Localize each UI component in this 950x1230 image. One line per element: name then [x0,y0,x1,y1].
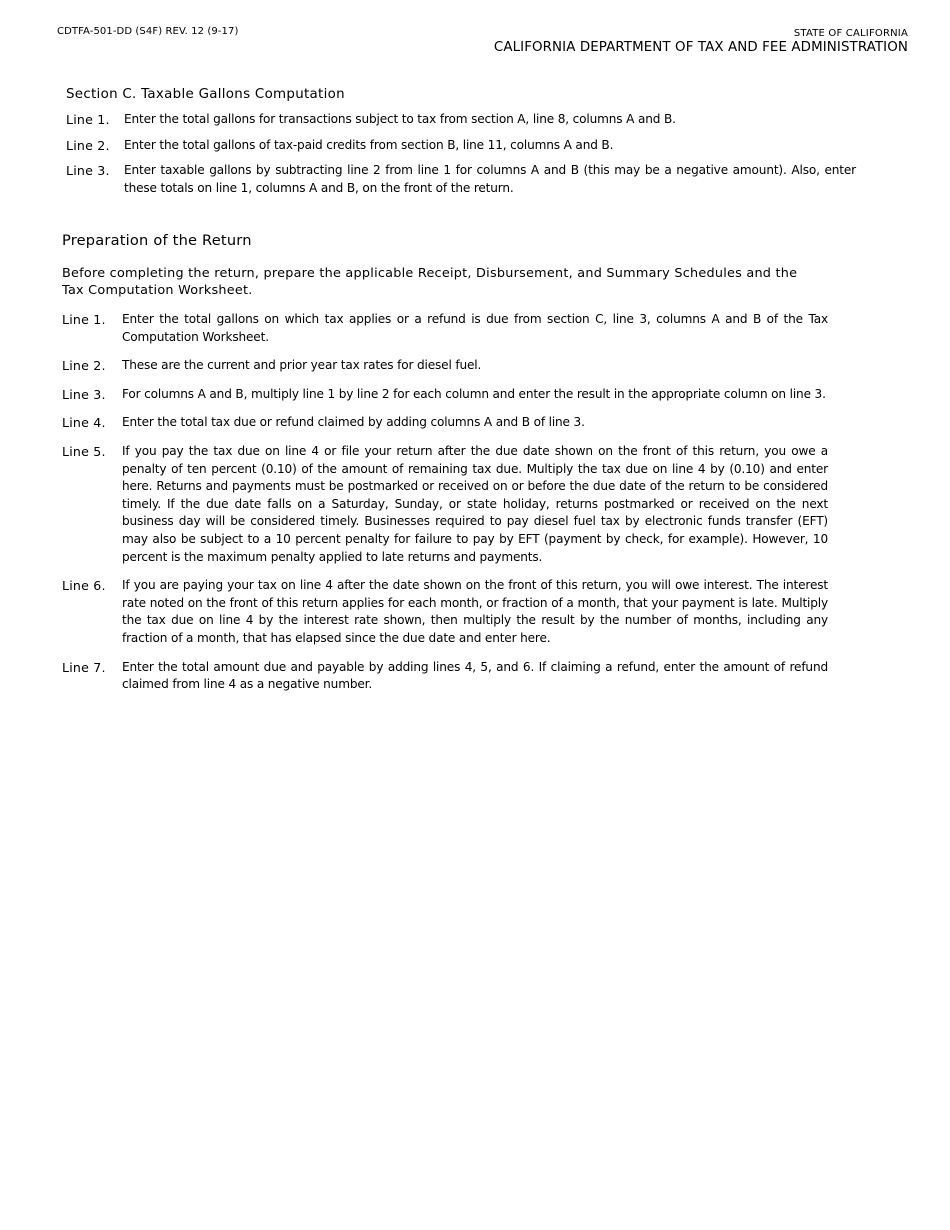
section-c-line-1 [66,111,856,129]
line-text: If you are paying your tax on line 4 after the date shown on the front of this return, you will owe interest. The interest rate noted on the front of this return applies for each month, or fraction of a month, that your payment is late. Multiply the tax due on line 4 by the interest rate shown, then multiply the result by the number of months, including any fraction of a month, that has elapsed since the due date and enter here. [122,578,828,645]
preparation-intro: Before completing the return, prepare the applicable Receipt, Disbursement, and Summary Schedules and the Tax Computation Worksheet. [62,266,798,298]
prep-line-2 [62,357,828,375]
prep-line-4 [62,414,828,432]
line-label: Line 7. [62,659,106,675]
line-text: Enter the total gallons of tax-paid credits from section B, line 11, columns A and B. [124,137,614,152]
prep-line-6 [62,577,828,647]
prep-line-5 [62,443,828,566]
prep-line-3 [62,386,828,404]
line-text: For columns A and B, multiply line 1 by line 2 for each column and enter the result in the appropriate column on line 3. [122,386,826,401]
section-c-line-2 [66,137,856,155]
prep-line-1 [62,311,828,346]
agency-header [494,28,908,56]
line-text: Enter the total amount due and payable by adding lines 4, 5, and 6. If claiming a refund, enter the amount of refund claimed from line 4 as a negative number. [122,659,828,692]
department-name: CALIFORNIA DEPARTMENT OF TAX AND FEE ADMINISTRATION [493,40,908,55]
line-label: Line 5. [62,443,106,459]
form-id: CDTFA-501-DD (S4F) REV. 12 (9-17) [57,26,239,37]
preparation-section [62,232,828,705]
line-text: Enter the total gallons for transactions subject to tax from section A, line 8, columns A and B. [124,112,676,126]
section-c [66,87,856,205]
preparation-title: Preparation of the Return [62,232,252,249]
line-label: Line 1. [66,112,110,127]
line-label: Line 1. [62,312,106,327]
line-label: Line 2. [66,137,110,153]
line-label: Line 4. [62,415,106,431]
line-label: Line 6. [62,578,106,594]
line-text: Enter taxable gallons by subtracting line 2 from line 1 for columns A and B (this may be a negative amount). Also, enter these totals on line 1, columns A and B, on the front of the return. [124,163,856,195]
line-label: Line 3. [62,386,106,402]
state-name: STATE OF CALIFORNIA [793,28,908,39]
line-text: If you pay the tax due on line 4 or file your return after the due date shown on the front of this return, you owe a penalty of ten percent (0.10) of the amount of remaining tax due. Multiply the tax due on line 4 by (0.10) and enter here. Returns and payments must be postmarked or received on or before the due date of the return to be considered timely. If the due date falls on a Saturday, Sunday, or state holiday, returns postmarked or received on the next business day will be considered timely. Businesses required to pay diesel fuel tax by electronic funds transfer (EFT) may also be subject to a 10 percent penalty for failure to pay by EFT (payment by check, for example). However, 10 percent is the maximum penalty applied to late returns and payments. [122,443,828,564]
section-c-line-3 [66,162,856,197]
line-label: Line 2. [62,358,106,374]
prep-line-7 [62,659,828,694]
line-text: Enter the total gallons on which tax applies or a refund is due from section C, line 3, columns A and B of the Tax Computation Worksheet. [122,312,828,344]
line-label: Line 3. [66,163,110,179]
section-c-title: Section C. Taxable Gallons Computation [66,87,345,102]
line-text: Enter the total tax due or refund claimed by adding columns A and B of line 3. [122,415,585,430]
line-text: These are the current and prior year tax rates for diesel fuel. [122,358,482,373]
